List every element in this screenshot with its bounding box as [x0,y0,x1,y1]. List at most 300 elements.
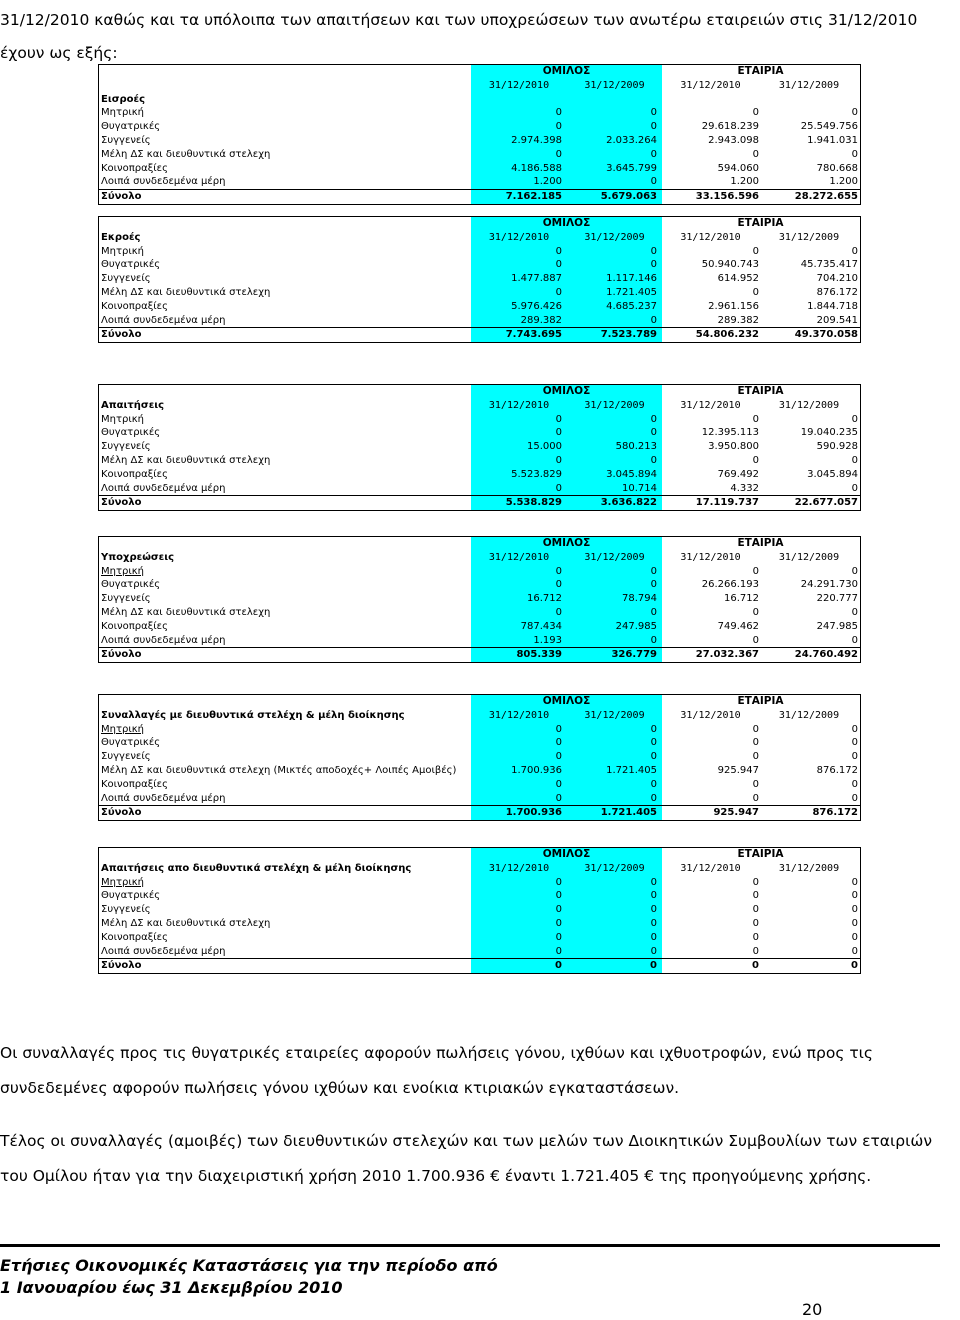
row-value: 0 [650,454,657,466]
group-header-row [99,695,860,709]
row-label: Μητρική [101,413,144,425]
paragraph-2: Τέλος οι συναλλαγές (αμοιβές) των διευθυντικών στελεχών και των μελών των Διοικητικών Συμβουλίων των εταιριών του Ομίλου ήταν για την διαχειριστική χρήση 2010 1.700.936 € έναντι 1.721.405 € της προηγούμενης χρήσης. [0,1132,932,1185]
date-header-row [99,709,860,723]
row-value: 1.721.405 [606,764,657,776]
row-label: Λοιπά συνδεδεμένα μέρη [101,314,226,326]
table-2 [98,216,861,343]
table-6 [98,847,861,974]
row-label: Συγγενείς [101,751,151,763]
row-value: 3.045.894 [606,468,657,480]
total-value: 876.172 [812,807,858,819]
row-value: 0 [555,148,562,160]
table-row [99,148,860,162]
row-value: 1.200 [730,176,759,188]
row-value: 0 [555,904,562,916]
row-value: 26.266.193 [701,579,759,591]
row-value: 0 [752,778,759,790]
total-value: 49.370.058 [794,329,858,341]
total-value: 925.947 [713,807,759,819]
row-value: 0 [650,579,657,591]
row-value: 1.117.146 [606,273,657,285]
row-value: 0 [555,792,562,804]
row-label: Κοινοπραξίες [101,468,168,480]
table-row [99,426,860,440]
row-value: 0 [752,454,759,466]
row-value: 15.000 [527,441,562,453]
row-label: Λοιπά συνδεδεμένα μέρη [101,945,226,957]
row-value: 0 [555,917,562,929]
row-value: 2.961.156 [708,300,759,312]
total-row [99,189,860,204]
row-value: 2.974.398 [511,134,562,146]
total-value: 1.700.936 [505,807,562,819]
date-header: 31/12/2009 [584,862,645,874]
table-row [99,468,860,482]
row-value: 876.172 [816,764,858,776]
group-omilos: ΟΜΙΛΟΣ [542,385,591,397]
group-etairia: ΕΤΑΙΡΙΑ [737,217,784,229]
table-title: Συναλλαγές με διευθυντικά στελέχη & μέλη διοίκησης [101,709,405,721]
row-label: Λοιπά συνδεδεμένα μέρη [101,792,226,804]
table-row [99,750,860,764]
row-label: Λοιπά συνδεδεμένα μέρη [101,634,226,646]
row-label: Θυγατρικές [101,579,161,591]
intro-line-2: έχουν ως εξής: [0,44,118,62]
total-value: 805.339 [516,649,562,661]
table-row [99,120,860,134]
row-value: 590.928 [816,441,858,453]
row-value: 0 [650,751,657,763]
table-row [99,106,860,120]
row-value: 0 [555,890,562,902]
row-value: 0 [650,606,657,618]
table-row [99,300,860,314]
total-label: Σύνολο [101,497,142,509]
title-row [99,93,860,107]
row-value: 0 [555,778,562,790]
row-label: Κοινοπραξίες [101,778,168,790]
row-value: 0 [851,945,858,957]
footer-divider [0,1244,940,1247]
date-header: 31/12/2009 [584,399,645,411]
row-value: 3.045.894 [807,468,858,480]
row-value: 0 [555,427,562,439]
total-value: 27.032.367 [695,649,759,661]
row-value: 0 [555,121,562,133]
row-value: 0 [752,792,759,804]
row-value: 19.040.235 [800,427,858,439]
row-value: 0 [752,917,759,929]
row-value: 0 [555,723,562,735]
row-label: Θυγατρικές [101,737,161,749]
total-value: 17.119.737 [695,497,759,509]
row-value: 0 [650,565,657,577]
group-omilos: ΟΜΙΛΟΣ [542,537,591,549]
table-title: Απαιτήσεις [101,399,165,411]
row-value: 0 [851,778,858,790]
total-label: Σύνολο [101,649,142,661]
row-value: 0 [752,751,759,763]
date-header: 31/12/2010 [488,862,550,874]
row-label: Μέλη ΔΣ και διευθυντικά στελεχη [101,148,271,160]
row-value: 0 [555,945,562,957]
row-label: Λοιπά συνδεδεμένα μέρη [101,482,226,494]
total-value: 7.162.185 [505,191,562,203]
table-4 [98,536,861,663]
row-value: 0 [752,634,759,646]
row-value: 16.712 [724,593,759,605]
table-row [99,286,860,300]
row-value: 0 [555,606,562,618]
row-value: 0 [555,737,562,749]
row-value: 0 [650,723,657,735]
group-omilos: ΟΜΙΛΟΣ [542,695,591,707]
row-label: Λοιπά συνδεδεμένα μέρη [101,176,226,188]
row-value: 50.940.743 [701,259,759,271]
row-value: 0 [752,890,759,902]
table-row [99,778,860,792]
row-value: 3.950.800 [708,441,759,453]
row-value: 4.186.588 [511,162,562,174]
date-header: 31/12/2009 [778,399,840,411]
row-value: 0 [851,904,858,916]
row-value: 0 [650,107,657,119]
row-value: 0 [851,917,858,929]
row-value: 0 [650,904,657,916]
intro-text [0,4,960,70]
date-header: 31/12/2010 [680,399,741,411]
total-value: 7.743.695 [505,329,562,341]
row-label: Κοινοπραξίες [101,931,168,943]
row-value: 0 [555,876,562,888]
row-value: 0 [555,454,562,466]
row-label: Μέλη ΔΣ και διευθυντικά στελεχη (Μικτές αποδοχές+ Λοιπές Αμοιβές) [101,764,457,776]
row-label: Μέλη ΔΣ και διευθυντικά στελεχη [101,606,271,618]
group-etairia: ΕΤΑΙΡΙΑ [737,695,784,707]
row-label: Θυγατρικές [101,259,161,271]
table-row [99,565,860,579]
total-row [99,495,860,510]
date-header: 31/12/2009 [584,551,645,563]
row-value: 0 [851,792,858,804]
row-label: Μητρική [101,107,144,119]
row-label: Κοινοπραξίες [101,162,168,174]
table-row [99,945,860,959]
total-value: 7.523.789 [600,329,657,341]
group-header-row [99,217,860,231]
table-row [99,792,860,806]
row-value: 247.985 [816,620,858,632]
row-value: 0 [851,876,858,888]
row-value: 614.952 [717,273,759,285]
row-value: 0 [752,945,759,957]
total-value: 5.538.829 [505,497,562,509]
group-etairia: ΕΤΑΙΡΙΑ [737,848,784,860]
table-row [99,917,860,931]
table-5 [98,694,861,821]
row-value: 5.976.426 [511,300,562,312]
row-label: Μητρική [101,245,144,257]
row-value: 1.941.031 [807,134,858,146]
row-value: 78.794 [622,593,657,605]
group-etairia: ΕΤΑΙΡΙΑ [737,537,784,549]
row-value: 0 [650,931,657,943]
row-value: 780.668 [816,162,858,174]
total-value: 5.679.063 [600,191,657,203]
row-value: 0 [752,737,759,749]
row-label: Μέλη ΔΣ και διευθυντικά στελεχη [101,917,271,929]
group-header-row [99,65,860,79]
row-value: 1.193 [533,634,562,646]
table-1 [98,64,861,205]
row-value: 0 [752,148,759,160]
date-header: 31/12/2009 [778,709,840,721]
row-value: 0 [752,904,759,916]
table-row [99,454,860,468]
table-row [99,592,860,606]
row-value: 0 [650,245,657,257]
total-label: Σύνολο [101,329,142,341]
table-row [99,620,860,634]
table-row [99,736,860,750]
row-value: 0 [650,427,657,439]
row-value: 0 [650,737,657,749]
total-value: 33.156.596 [695,191,759,203]
row-label: Θυγατρικές [101,121,161,133]
total-value: 0 [650,960,657,972]
table-row [99,245,860,259]
row-value: 0 [851,482,858,494]
date-header: 31/12/2010 [680,231,741,243]
row-value: 0 [650,876,657,888]
row-value: 1.700.936 [511,764,562,776]
total-row [99,647,860,662]
table-title: Εισροές [101,93,146,105]
date-header: 31/12/2010 [488,551,550,563]
row-value: 16.712 [527,593,562,605]
row-value: 0 [752,606,759,618]
date-header: 31/12/2009 [778,79,840,91]
row-value: 0 [752,245,759,257]
date-header: 31/12/2010 [680,551,741,563]
row-value: 1.844.718 [807,300,858,312]
row-value: 769.492 [717,468,759,480]
row-value: 0 [851,148,858,160]
row-value: 0 [851,634,858,646]
total-value: 1.721.405 [600,807,657,819]
table-row [99,175,860,189]
row-value: 24.291.730 [800,579,858,591]
table-row [99,272,860,286]
footer-line-2: 1 Ιανουαρίου έως 31 Δεκεμβρίου 2010 [0,1278,343,1297]
row-value: 0 [650,890,657,902]
total-value: 3.636.822 [600,497,657,509]
paragraph-1: Οι συναλλαγές προς τις θυγατρικές εταιρείες αφορούν πωλήσεις γόνου, ιχθύων και ιχθυοτροφών, ενώ προς τις συνδεδεμένες αφορούν πωλήσεις γόνου ιχθύων και ενοίκια κτιριακών εγκαταστάσεων. [0,1044,874,1097]
row-label: Μέλη ΔΣ και διευθυντικά στελεχη [101,454,271,466]
table-row [99,440,860,454]
row-label: Μητρική [101,565,144,577]
row-value: 0 [752,107,759,119]
group-etairia: ΕΤΑΙΡΙΑ [737,385,784,397]
row-value: 0 [650,778,657,790]
date-header: 31/12/2009 [778,231,840,243]
row-value: 0 [555,245,562,257]
row-value: 0 [650,945,657,957]
row-value: 0 [555,107,562,119]
intro-line-1: 31/12/2010 καθώς και τα υπόλοιπα των απαιτήσεων και των υποχρεώσεων των ανωτέρω εταιρειών στις 31/12/2010 [0,11,918,29]
page-number: 20 [802,1300,823,1319]
row-value: 0 [851,751,858,763]
date-header-row [99,399,860,413]
total-label: Σύνολο [101,191,142,203]
table-row [99,764,860,778]
date-header-row [99,551,860,565]
row-value: 0 [851,107,858,119]
date-header: 31/12/2010 [488,709,550,721]
row-value: 594.060 [717,162,759,174]
row-label: Συγγενείς [101,134,151,146]
date-header: 31/12/2009 [778,862,840,874]
table-title: Υποχρεώσεις [101,551,175,563]
group-header-row [99,385,860,399]
date-header-row [99,862,860,876]
row-value: 289.382 [717,314,759,326]
table-row [99,931,860,945]
total-label: Σύνολο [101,807,142,819]
row-value: 0 [851,565,858,577]
row-value: 0 [555,482,562,494]
row-value: 704.210 [816,273,858,285]
table-title: Εκροές [101,231,141,243]
row-value: 0 [752,286,759,298]
total-value: 24.760.492 [794,649,858,661]
row-value: 0 [851,245,858,257]
row-label: Συγγενείς [101,904,151,916]
row-value: 4.332 [730,482,759,494]
date-header: 31/12/2010 [488,231,550,243]
row-value: 925.947 [717,764,759,776]
row-value: 4.685.237 [606,300,657,312]
total-label: Σύνολο [101,960,142,972]
row-value: 0 [851,737,858,749]
group-etairia: ΕΤΑΙΡΙΑ [737,65,784,77]
row-value: 1.200 [533,176,562,188]
row-value: 0 [851,413,858,425]
row-label: Θυγατρικές [101,890,161,902]
row-label: Συγγενείς [101,273,151,285]
table-row [99,578,860,592]
row-value: 247.985 [615,620,657,632]
date-header: 31/12/2010 [680,79,741,91]
row-value: 0 [555,259,562,271]
footer-line-1: Ετήσιες Οικονομικές Καταστάσεις για την περίοδο από [0,1256,498,1275]
row-label: Μητρική [101,723,144,735]
total-value: 54.806.232 [695,329,759,341]
row-value: 0 [650,121,657,133]
row-value: 0 [752,931,759,943]
table-row [99,162,860,176]
row-value: 0 [851,890,858,902]
table-row [99,134,860,148]
table-row [99,606,860,620]
row-value: 0 [851,931,858,943]
row-value: 0 [650,148,657,160]
row-value: 5.523.829 [511,468,562,480]
group-header-row [99,848,860,862]
row-label: Συγγενείς [101,593,151,605]
total-row [99,327,860,342]
row-value: 0 [555,413,562,425]
date-header: 31/12/2009 [584,709,645,721]
group-omilos: ΟΜΙΛΟΣ [542,848,591,860]
row-value: 580.213 [615,441,657,453]
row-value: 1.477.887 [511,273,562,285]
row-value: 220.777 [816,593,858,605]
row-value: 0 [851,723,858,735]
date-header: 31/12/2009 [584,231,645,243]
total-value: 28.272.655 [794,191,858,203]
row-value: 0 [650,413,657,425]
table-3 [98,384,861,511]
row-value: 0 [555,286,562,298]
row-value: 1.721.405 [606,286,657,298]
table-row [99,413,860,427]
table-title: Απαιτήσεις απο διευθυντικά στελέχη & μέλη διοίκησης [101,862,412,874]
total-value: 0 [752,960,759,972]
date-header: 31/12/2009 [584,79,645,91]
row-value: 1.200 [829,176,858,188]
row-value: 0 [555,931,562,943]
row-value: 0 [555,565,562,577]
row-value: 0 [851,454,858,466]
table-row [99,903,860,917]
row-value: 289.382 [520,314,562,326]
footer-title [0,1255,498,1299]
row-value: 0 [650,176,657,188]
row-value: 0 [650,634,657,646]
row-value: 12.395.113 [701,427,759,439]
row-value: 10.714 [622,482,657,494]
date-header: 31/12/2010 [680,862,741,874]
table-row [99,258,860,272]
row-value: 2.033.264 [606,134,657,146]
date-header-row [99,231,860,245]
row-value: 787.434 [520,620,562,632]
row-value: 0 [650,917,657,929]
row-value: 0 [752,413,759,425]
row-value: 2.943.098 [708,134,759,146]
row-value: 209.541 [816,314,858,326]
total-value: 22.677.057 [794,497,858,509]
row-label: Συγγενείς [101,441,151,453]
group-omilos: ΟΜΙΛΟΣ [542,65,591,77]
group-omilos: ΟΜΙΛΟΣ [542,217,591,229]
row-value: 0 [555,579,562,591]
table-row [99,876,860,890]
row-value: 25.549.756 [800,121,858,133]
table-row [99,314,860,328]
row-value: 876.172 [816,286,858,298]
row-value: 29.618.239 [701,121,759,133]
row-label: Μέλη ΔΣ και διευθυντικά στελεχη [101,286,271,298]
row-value: 0 [650,792,657,804]
row-value: 3.645.799 [606,162,657,174]
date-header: 31/12/2010 [488,399,550,411]
table-row [99,482,860,496]
total-value: 0 [555,960,562,972]
row-label: Κοινοπραξίες [101,300,168,312]
row-label: Θυγατρικές [101,427,161,439]
